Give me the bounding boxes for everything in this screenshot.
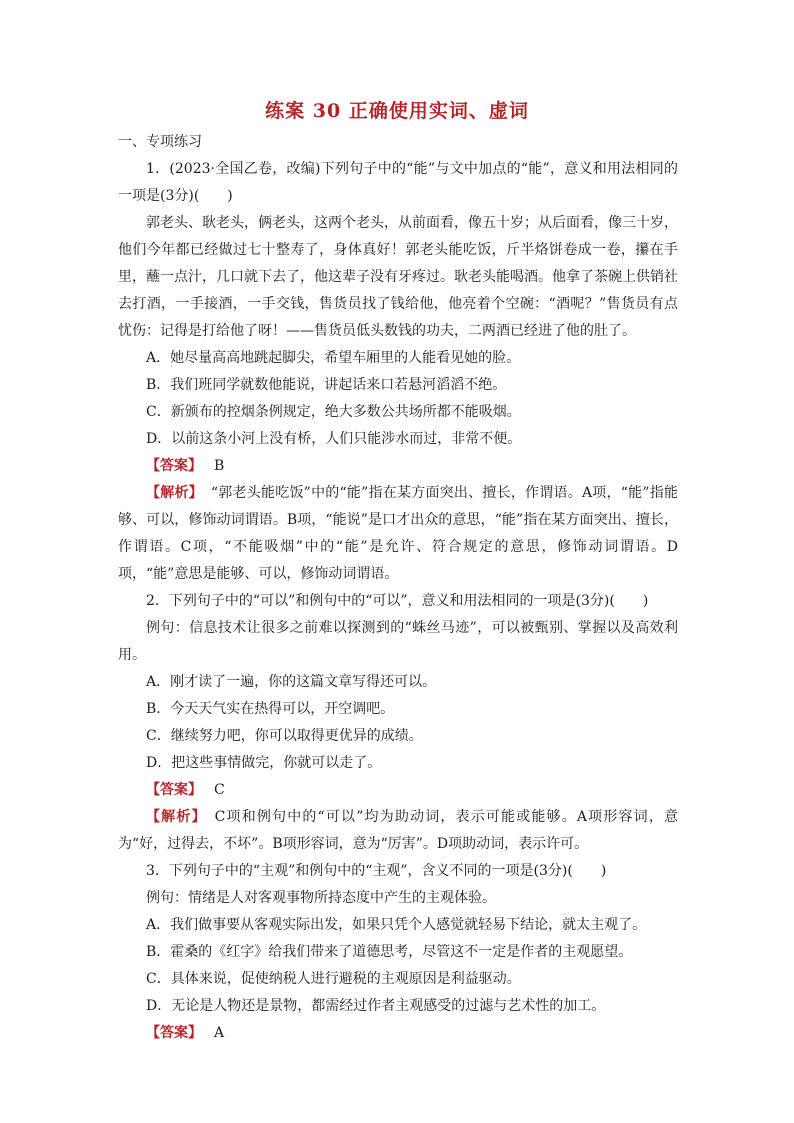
answer-value: C <box>214 782 225 798</box>
analysis-label: 【解析】 <box>146 809 207 825</box>
analysis-text: C项和例句中的“可以”均为助动词，表示可能或能够。A项形容词，意为“好，过得去，不坏”。B项形容词，意为“厉害”。D项助动词，表示许可。 <box>118 809 678 852</box>
analysis-label: 【解析】 <box>146 485 203 501</box>
question-2-stem: 2．下列句子中的“可以”和例句中的“可以”，意义和用法相同的一项是(3分)( ) <box>146 593 649 609</box>
question-2-analysis <box>118 804 678 858</box>
answer-label: 【答案】 <box>146 782 202 798</box>
question-2-option-a: A．刚才读了一遍，你的这篇文章写得还可以。 <box>146 674 437 690</box>
question-2-answer <box>118 777 678 804</box>
question-1-stem: 1．(2023·全国乙卷，改编)下列句子中的“能”与文中加点的“能”，意义和用法相同的一项是(3分)( ) <box>118 161 678 204</box>
question-3-option-b: B．霍桑的《红字》给我们带来了道德思考，尽管这不一定是作者的主观愿望。 <box>146 944 633 960</box>
document-body <box>118 129 678 1047</box>
question-2-option-c: C．继续努力吧，你可以取得更优异的成绩。 <box>146 728 423 744</box>
question-3-answer <box>118 1020 678 1047</box>
question-2-example: 例句：信息技术让很多之前难以探测到的“蛛丝马迹”，可以被甄别、掌握以及高效利用。 <box>118 620 678 663</box>
question-1-option-a: A．她尽量高高地跳起脚尖，希望车厢里的人能看见她的脸。 <box>146 350 521 366</box>
question-3-example: 例句：情绪是人对客观事物所持态度中产生的主观体验。 <box>146 890 496 906</box>
question-1-option-b: B．我们班同学就数他能说，讲起话来口若悬河滔滔不绝。 <box>146 377 507 393</box>
analysis-text: “郭老头能吃饭”中的“能”指在某方面突出、擅长，作谓语。A项，“能”指能够、可以，修饰动词谓语。B项，“能说”是口才出众的意思，“能”指在某方面突出、擅长，作谓语。C项，“不能吸烟”中的“能”是允许、符合规定的意思，修饰动词谓语。D项，“能”意思是能够、可以，修饰动词谓语。 <box>118 485 678 582</box>
question-1-analysis <box>118 480 678 588</box>
answer-label: 【答案】 <box>146 1025 202 1041</box>
answer-label: 【答案】 <box>146 458 202 474</box>
question-1-answer <box>118 453 678 480</box>
question-2-option-b: B．今天天气实在热得可以，开空调吧。 <box>146 701 395 717</box>
question-1-passage: 郭老头、耿老头，俩老头，这两个老头，从前面看，像五十岁；从后面看，像三十岁，他们今年都已经做过七十整寿了，身体真好！郭老头能吃饭，斤半烙饼卷成一卷，攥在手里，蘸一点汁，几口就下去了，他这辈子没有牙疼过。耿老头能喝酒。他拿了茶碗上供销社去打酒，一手接酒，一手交钱，售货员找了钱给他，他亮着个空碗：“酒呢？”售货员有点忧伤：记得是打给他了呀！——售货员低头数钱的功夫，二两酒已经进了他的肚了。 <box>118 215 678 339</box>
question-3-stem: 3．下列句子中的“主观”和例句中的“主观”，含义不同的一项是(3分)( ) <box>146 863 607 879</box>
question-1-option-d: D．以前这条小河上没有桥，人们只能涉水而过，非常不便。 <box>146 431 522 447</box>
question-1-option-c: C．新颁布的控烟条例规定，绝大多数公共场所都不能吸烟。 <box>146 404 521 420</box>
question-2-option-d: D．把这些事情做完，你就可以走了。 <box>146 755 382 771</box>
section-heading: 一、专项练习 <box>118 134 202 150</box>
page-title: 练案 30 正确使用实词、虚词 <box>265 100 529 122</box>
answer-value: B <box>214 458 225 474</box>
answer-value: A <box>214 1025 225 1041</box>
question-3-option-c: C．具体来说，促使纳税人进行避税的主观原因是利益驱动。 <box>146 971 521 987</box>
question-3-option-d: D．无论是人物还是景物，都需经过作者主观感受的过滤与艺术性的加工。 <box>146 998 606 1014</box>
question-3-option-a: A．我们做事要从客观实际出发，如果只凭个人感觉就轻易下结论，就太主观了。 <box>146 917 647 933</box>
